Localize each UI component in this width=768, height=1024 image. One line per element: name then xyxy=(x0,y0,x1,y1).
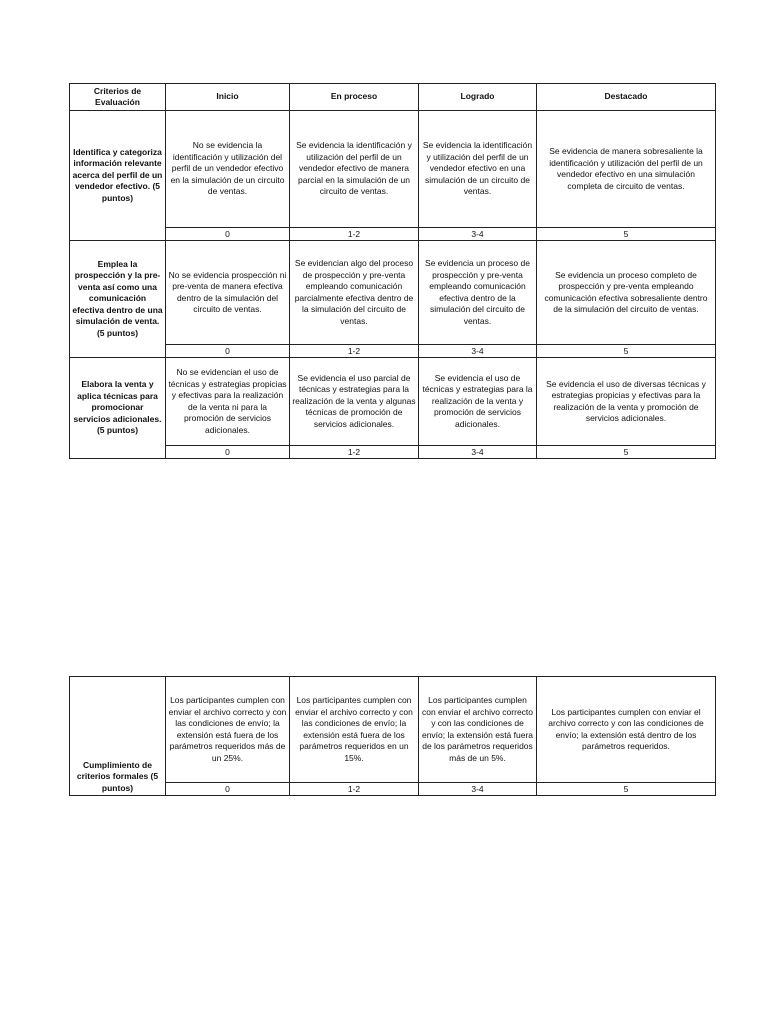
score-row xyxy=(70,783,716,796)
descriptor-logrado: Se evidencia el uso de técnicas y estrategias para la realización de la venta y promoción de servicios adicionales. xyxy=(419,358,537,446)
score-en-proceso: 1-2 xyxy=(290,446,419,459)
score-destacado: 5 xyxy=(537,783,716,796)
descriptor-inicio: No se evidencian el uso de técnicas y estrategias propicias y efectivas para la realización de la venta ni para la promoción de servicios adicionales. xyxy=(166,358,290,446)
header-destacado: Destacado xyxy=(537,84,716,111)
criterion-cell: Identifica y categoriza información relevante acerca del perfil de un vendedor efectivo. (5 puntos) xyxy=(70,111,166,241)
score-inicio: 0 xyxy=(166,345,290,358)
descriptor-inicio: Los participantes cumplen con enviar el archivo correcto y con las condiciones de envío; la extensión está fuera de los parámetros requeridos más de un 25%. xyxy=(166,677,290,783)
score-logrado: 3-4 xyxy=(419,783,537,796)
score-destacado: 5 xyxy=(537,228,716,241)
score-row xyxy=(70,446,716,459)
descriptor-logrado: Se evidencia un proceso de prospección y pre-venta empleando comunicación efectiva dentro de la simulación del circuito de ventas. xyxy=(419,241,537,345)
criterion-row xyxy=(70,358,716,446)
score-inicio: 0 xyxy=(166,446,290,459)
descriptor-destacado: Se evidencia un proceso completo de prospección y pre-venta empleando comunicación efectiva sobresaliente dentro de la simulación del circuito de ventas. xyxy=(537,241,716,345)
descriptor-inicio: No se evidencia prospección ni pre-venta de manera efectiva dentro de la simulación del circuito de ventas. xyxy=(166,241,290,345)
descriptor-destacado: Se evidencia el uso de diversas técnicas y estrategias propicias y efectivas para la realización de la venta y promoción de servicios adicionales. xyxy=(537,358,716,446)
criterion-cell: Elabora la venta y aplica técnicas para promocionar servicios adicionales. (5 puntos) xyxy=(70,358,166,459)
score-logrado: 3-4 xyxy=(419,345,537,358)
header-criterios: Criterios de Evaluación xyxy=(70,84,166,111)
criterion-cell: Cumplimiento de criterios formales (5 puntos) xyxy=(70,677,166,796)
criterion-row xyxy=(70,111,716,228)
formal-criteria-table xyxy=(69,676,716,796)
score-en-proceso: 1-2 xyxy=(290,228,419,241)
criterion-cell: Emplea la prospección y la pre-venta así como una comunicación efectiva dentro de una simulación de venta. (5 puntos) xyxy=(70,241,166,358)
evaluation-rubric-table xyxy=(69,83,716,459)
descriptor-logrado: Se evidencia la identificación y utilización del perfil de un vendedor efectivo en una simulación de un circuito de ventas. xyxy=(419,111,537,228)
score-inicio: 0 xyxy=(166,228,290,241)
descriptor-destacado: Los participantes cumplen con enviar el archivo correcto y con las condiciones de envío; la extensión está dentro de los parámetros requeridos. xyxy=(537,677,716,783)
score-en-proceso: 1-2 xyxy=(290,783,419,796)
header-inicio: Inicio xyxy=(166,84,290,111)
descriptor-en-proceso: Los participantes cumplen con enviar el archivo correcto y con las condiciones de envío; la extensión está fuera de los parámetros requeridos en un 15%. xyxy=(290,677,419,783)
score-destacado: 5 xyxy=(537,345,716,358)
score-row xyxy=(70,228,716,241)
descriptor-en-proceso: Se evidencia el uso parcial de técnicas y estrategias para la realización de la venta y algunas técnicas de promoción de servicios adicionales. xyxy=(290,358,419,446)
descriptor-en-proceso: Se evidencia la identificación y utilización del perfil de un vendedor efectivo de manera parcial en la simulación de un circuito de ventas. xyxy=(290,111,419,228)
score-inicio: 0 xyxy=(166,783,290,796)
criterion-row xyxy=(70,241,716,345)
score-en-proceso: 1-2 xyxy=(290,345,419,358)
score-destacado: 5 xyxy=(537,446,716,459)
header-en-proceso: En proceso xyxy=(290,84,419,111)
descriptor-logrado: Los participantes cumplen con enviar el archivo correcto y con las condiciones de envío; la extensión está fuera de los parámetros requeridos más de un 5%. xyxy=(419,677,537,783)
score-logrado: 3-4 xyxy=(419,446,537,459)
criterion-row xyxy=(70,677,716,783)
header-logrado: Logrado xyxy=(419,84,537,111)
header-row xyxy=(70,84,716,111)
descriptor-destacado: Se evidencia de manera sobresaliente la identificación y utilización del perfil de un vendedor efectivo en una simulación completa de circuito de ventas. xyxy=(537,111,716,228)
score-logrado: 3-4 xyxy=(419,228,537,241)
descriptor-inicio: No se evidencia la identificación y utilización del perfil de un vendedor efectivo en la simulación de un circuito de ventas. xyxy=(166,111,290,228)
descriptor-en-proceso: Se evidencian algo del proceso de prospección y pre-venta empleando comunicación parcialmente efectiva dentro de la simulación del circuito de ventas. xyxy=(290,241,419,345)
score-row xyxy=(70,345,716,358)
